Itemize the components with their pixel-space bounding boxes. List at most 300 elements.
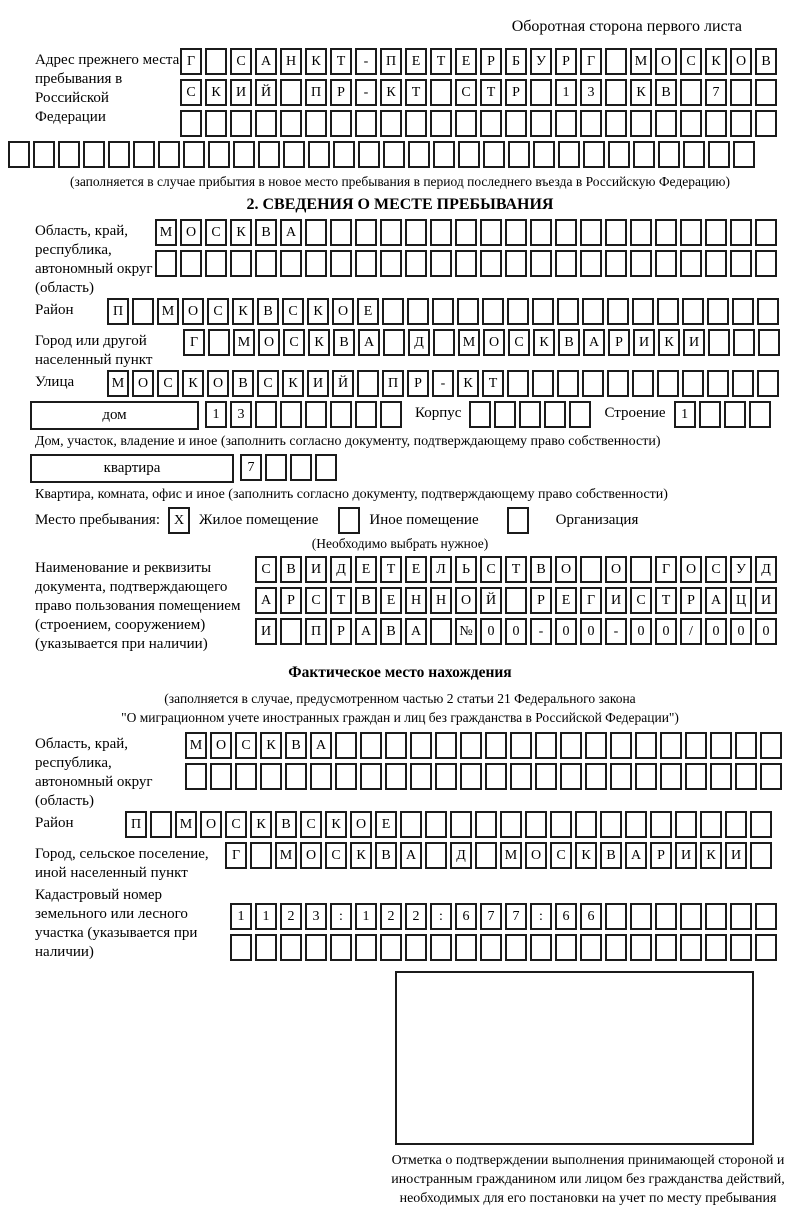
char-cell[interactable] (315, 454, 337, 481)
char-cell[interactable]: М (157, 298, 179, 325)
char-cell[interactable] (605, 48, 627, 75)
char-cell[interactable]: С (300, 811, 322, 838)
char-cell[interactable]: В (280, 556, 302, 583)
char-cell[interactable]: О (132, 370, 154, 397)
char-cell[interactable] (433, 329, 455, 356)
char-cell[interactable]: 2 (405, 903, 427, 930)
char-cell[interactable] (610, 732, 632, 759)
char-cell[interactable] (682, 370, 704, 397)
char-cell[interactable] (625, 811, 647, 838)
char-cell[interactable] (735, 763, 757, 790)
char-cell[interactable] (400, 811, 422, 838)
char-cell[interactable] (605, 250, 627, 277)
char-cell[interactable]: Й (480, 587, 502, 614)
char-cell[interactable] (480, 110, 502, 137)
char-cell[interactable]: Е (455, 48, 477, 75)
char-cell[interactable] (158, 141, 180, 168)
char-cell[interactable]: Е (555, 587, 577, 614)
char-cell[interactable] (630, 250, 652, 277)
char-cell[interactable] (405, 934, 427, 961)
char-cell[interactable] (435, 763, 457, 790)
char-cell[interactable]: В (285, 732, 307, 759)
char-cell[interactable]: - (530, 618, 552, 645)
char-cell[interactable] (507, 298, 529, 325)
char-cell[interactable]: К (305, 48, 327, 75)
char-cell[interactable]: Г (225, 842, 247, 869)
char-cell[interactable] (755, 79, 777, 106)
char-cell[interactable] (230, 110, 252, 137)
char-cell[interactable]: А (583, 329, 605, 356)
char-cell[interactable]: С (230, 48, 252, 75)
char-cell[interactable]: Р (608, 329, 630, 356)
char-cell[interactable]: М (185, 732, 207, 759)
char-cell[interactable] (505, 219, 527, 246)
char-cell[interactable]: П (305, 79, 327, 106)
char-cell[interactable]: 7 (480, 903, 502, 930)
char-cell[interactable] (205, 250, 227, 277)
char-cell[interactable]: Р (555, 48, 577, 75)
char-cell[interactable]: М (155, 219, 177, 246)
char-cell[interactable]: Т (330, 48, 352, 75)
char-cell[interactable] (475, 811, 497, 838)
char-cell[interactable] (550, 811, 572, 838)
char-cell[interactable] (519, 401, 541, 428)
char-cell[interactable] (430, 618, 452, 645)
char-cell[interactable] (357, 370, 379, 397)
char-cell[interactable] (705, 219, 727, 246)
char-cell[interactable] (425, 842, 447, 869)
char-cell[interactable]: 0 (630, 618, 652, 645)
char-cell[interactable]: И (683, 329, 705, 356)
char-cell[interactable]: Т (480, 79, 502, 106)
char-cell[interactable]: П (382, 370, 404, 397)
char-cell[interactable]: 7 (705, 79, 727, 106)
char-cell[interactable] (557, 298, 579, 325)
char-cell[interactable]: 7 (240, 454, 262, 481)
char-cell[interactable] (560, 732, 582, 759)
char-cell[interactable] (455, 250, 477, 277)
char-cell[interactable] (705, 110, 727, 137)
char-cell[interactable]: О (182, 298, 204, 325)
char-cell[interactable]: А (705, 587, 727, 614)
char-cell[interactable]: К (350, 842, 372, 869)
char-cell[interactable]: Р (530, 587, 552, 614)
char-cell[interactable] (480, 250, 502, 277)
char-cell[interactable] (705, 250, 727, 277)
char-cell[interactable]: П (380, 48, 402, 75)
char-cell[interactable]: - (605, 618, 627, 645)
char-cell[interactable]: К (205, 79, 227, 106)
char-cell[interactable]: С (180, 79, 202, 106)
char-cell[interactable] (630, 934, 652, 961)
char-cell[interactable] (532, 370, 554, 397)
char-cell[interactable] (358, 141, 380, 168)
char-cell[interactable]: Е (355, 556, 377, 583)
char-cell[interactable] (360, 763, 382, 790)
char-cell[interactable] (500, 811, 522, 838)
char-cell[interactable] (405, 110, 427, 137)
char-cell[interactable] (733, 329, 755, 356)
char-cell[interactable]: Е (405, 48, 427, 75)
char-cell[interactable]: М (275, 842, 297, 869)
char-cell[interactable] (183, 141, 205, 168)
char-cell[interactable] (760, 763, 782, 790)
char-cell[interactable] (485, 732, 507, 759)
char-cell[interactable]: К (658, 329, 680, 356)
char-cell[interactable] (208, 329, 230, 356)
char-cell[interactable]: 1 (205, 401, 227, 428)
char-cell[interactable] (355, 401, 377, 428)
char-cell[interactable]: С (630, 587, 652, 614)
char-cell[interactable]: А (405, 618, 427, 645)
char-cell[interactable] (555, 219, 577, 246)
char-cell[interactable] (607, 370, 629, 397)
char-cell[interactable]: К (533, 329, 555, 356)
char-cell[interactable] (8, 141, 30, 168)
char-cell[interactable] (544, 401, 566, 428)
char-cell[interactable]: С (282, 298, 304, 325)
char-cell[interactable]: 1 (555, 79, 577, 106)
char-cell[interactable]: 0 (480, 618, 502, 645)
char-cell[interactable] (755, 219, 777, 246)
char-cell[interactable]: С (255, 556, 277, 583)
char-cell[interactable]: С (207, 298, 229, 325)
char-cell[interactable] (505, 587, 527, 614)
char-cell[interactable]: В (355, 587, 377, 614)
char-cell[interactable] (205, 110, 227, 137)
checkbox-inoe[interactable] (338, 507, 363, 534)
char-cell[interactable] (707, 298, 729, 325)
char-cell[interactable] (705, 903, 727, 930)
char-cell[interactable] (749, 401, 771, 428)
char-cell[interactable] (290, 454, 312, 481)
char-cell[interactable]: Р (280, 587, 302, 614)
char-cell[interactable] (682, 298, 704, 325)
char-cell[interactable] (280, 110, 302, 137)
char-cell[interactable] (233, 141, 255, 168)
char-cell[interactable]: 1 (255, 903, 277, 930)
char-cell[interactable] (555, 110, 577, 137)
char-cell[interactable] (585, 763, 607, 790)
char-cell[interactable]: Е (405, 556, 427, 583)
char-cell[interactable]: О (605, 556, 627, 583)
char-cell[interactable] (582, 298, 604, 325)
char-cell[interactable]: Т (380, 556, 402, 583)
char-cell[interactable]: Р (407, 370, 429, 397)
char-cell[interactable] (730, 219, 752, 246)
char-cell[interactable] (455, 934, 477, 961)
char-cell[interactable] (380, 401, 402, 428)
char-cell[interactable]: 1 (230, 903, 252, 930)
char-cell[interactable]: В (232, 370, 254, 397)
char-cell[interactable]: 2 (280, 903, 302, 930)
char-cell[interactable] (610, 763, 632, 790)
char-cell[interactable] (355, 110, 377, 137)
char-cell[interactable] (458, 141, 480, 168)
char-cell[interactable] (632, 370, 654, 397)
char-cell[interactable]: 7 (505, 903, 527, 930)
char-cell[interactable]: С (283, 329, 305, 356)
char-cell[interactable] (755, 934, 777, 961)
char-cell[interactable]: С (305, 587, 327, 614)
char-cell[interactable] (735, 732, 757, 759)
char-cell[interactable]: А (355, 618, 377, 645)
char-cell[interactable]: М (107, 370, 129, 397)
char-cell[interactable]: Р (330, 79, 352, 106)
char-cell[interactable] (150, 811, 172, 838)
char-cell[interactable]: 1 (674, 401, 696, 428)
char-cell[interactable] (580, 250, 602, 277)
char-cell[interactable] (435, 732, 457, 759)
char-cell[interactable]: М (233, 329, 255, 356)
char-cell[interactable] (750, 842, 772, 869)
char-cell[interactable]: Н (280, 48, 302, 75)
char-cell[interactable]: Г (655, 556, 677, 583)
char-cell[interactable] (530, 219, 552, 246)
char-cell[interactable] (425, 811, 447, 838)
char-cell[interactable] (705, 934, 727, 961)
char-cell[interactable] (330, 934, 352, 961)
char-cell[interactable] (430, 250, 452, 277)
char-cell[interactable] (255, 934, 277, 961)
char-cell[interactable] (635, 732, 657, 759)
char-cell[interactable] (755, 903, 777, 930)
char-cell[interactable]: О (200, 811, 222, 838)
char-cell[interactable] (235, 763, 257, 790)
char-cell[interactable]: К (250, 811, 272, 838)
char-cell[interactable] (305, 934, 327, 961)
char-cell[interactable] (755, 110, 777, 137)
char-cell[interactable] (660, 763, 682, 790)
char-cell[interactable] (480, 934, 502, 961)
char-cell[interactable] (482, 298, 504, 325)
char-cell[interactable]: С (705, 556, 727, 583)
char-cell[interactable] (758, 329, 780, 356)
char-cell[interactable] (655, 250, 677, 277)
char-cell[interactable]: О (525, 842, 547, 869)
char-cell[interactable]: Е (357, 298, 379, 325)
char-cell[interactable] (230, 250, 252, 277)
char-cell[interactable] (582, 370, 604, 397)
char-cell[interactable] (210, 763, 232, 790)
char-cell[interactable] (635, 763, 657, 790)
char-cell[interactable] (750, 811, 772, 838)
char-cell[interactable] (508, 141, 530, 168)
char-cell[interactable]: В (375, 842, 397, 869)
char-cell[interactable] (757, 370, 779, 397)
char-cell[interactable]: : (330, 903, 352, 930)
char-cell[interactable]: И (755, 587, 777, 614)
char-cell[interactable]: И (307, 370, 329, 397)
char-cell[interactable] (355, 934, 377, 961)
char-cell[interactable]: К (380, 79, 402, 106)
char-cell[interactable]: Д (330, 556, 352, 583)
char-cell[interactable] (680, 110, 702, 137)
char-cell[interactable] (180, 250, 202, 277)
char-cell[interactable] (258, 141, 280, 168)
char-cell[interactable] (355, 250, 377, 277)
char-cell[interactable] (630, 219, 652, 246)
char-cell[interactable]: В (530, 556, 552, 583)
char-cell[interactable]: Л (430, 556, 452, 583)
char-cell[interactable]: К (700, 842, 722, 869)
char-cell[interactable]: О (483, 329, 505, 356)
char-cell[interactable] (410, 732, 432, 759)
char-cell[interactable]: К (457, 370, 479, 397)
char-cell[interactable] (255, 250, 277, 277)
char-cell[interactable] (607, 298, 629, 325)
char-cell[interactable]: 3 (230, 401, 252, 428)
char-cell[interactable] (580, 934, 602, 961)
char-cell[interactable] (505, 110, 527, 137)
char-cell[interactable] (530, 79, 552, 106)
char-cell[interactable] (507, 370, 529, 397)
char-cell[interactable]: С (680, 48, 702, 75)
char-cell[interactable]: Р (505, 79, 527, 106)
char-cell[interactable] (460, 763, 482, 790)
char-cell[interactable] (280, 618, 302, 645)
char-cell[interactable]: У (730, 556, 752, 583)
char-cell[interactable]: С (205, 219, 227, 246)
char-cell[interactable] (205, 48, 227, 75)
char-cell[interactable]: И (305, 556, 327, 583)
char-cell[interactable]: Ц (730, 587, 752, 614)
char-cell[interactable]: К (705, 48, 727, 75)
char-cell[interactable] (255, 110, 277, 137)
char-cell[interactable]: Д (450, 842, 472, 869)
char-cell[interactable] (630, 110, 652, 137)
char-cell[interactable] (330, 110, 352, 137)
char-cell[interactable] (583, 141, 605, 168)
char-cell[interactable]: Г (180, 48, 202, 75)
char-cell[interactable] (555, 934, 577, 961)
char-cell[interactable] (255, 401, 277, 428)
char-cell[interactable]: И (725, 842, 747, 869)
char-cell[interactable]: : (430, 903, 452, 930)
char-cell[interactable] (680, 903, 702, 930)
char-cell[interactable] (733, 141, 755, 168)
char-cell[interactable] (530, 250, 552, 277)
char-cell[interactable] (585, 732, 607, 759)
char-cell[interactable] (305, 110, 327, 137)
char-cell[interactable] (380, 219, 402, 246)
char-cell[interactable]: В (275, 811, 297, 838)
char-cell[interactable] (710, 763, 732, 790)
char-cell[interactable]: В (255, 219, 277, 246)
char-cell[interactable]: О (207, 370, 229, 397)
char-cell[interactable]: И (675, 842, 697, 869)
char-cell[interactable]: 6 (455, 903, 477, 930)
char-cell[interactable] (380, 250, 402, 277)
char-cell[interactable]: О (350, 811, 372, 838)
char-cell[interactable]: К (307, 298, 329, 325)
char-cell[interactable] (33, 141, 55, 168)
char-cell[interactable] (510, 732, 532, 759)
char-cell[interactable] (407, 298, 429, 325)
char-cell[interactable]: Н (430, 587, 452, 614)
checkbox-organizatsiya[interactable] (507, 507, 532, 534)
char-cell[interactable] (730, 903, 752, 930)
char-cell[interactable] (730, 110, 752, 137)
char-cell[interactable] (385, 763, 407, 790)
char-cell[interactable]: С (550, 842, 572, 869)
char-cell[interactable]: О (555, 556, 577, 583)
char-cell[interactable]: П (107, 298, 129, 325)
char-cell[interactable] (382, 298, 404, 325)
char-cell[interactable] (338, 507, 360, 534)
char-cell[interactable] (580, 219, 602, 246)
char-cell[interactable] (280, 401, 302, 428)
char-cell[interactable] (383, 141, 405, 168)
char-cell[interactable] (405, 250, 427, 277)
char-cell[interactable]: С (325, 842, 347, 869)
char-cell[interactable] (405, 219, 427, 246)
char-cell[interactable] (330, 250, 352, 277)
char-cell[interactable] (430, 110, 452, 137)
char-cell[interactable] (455, 219, 477, 246)
char-cell[interactable]: 3 (305, 903, 327, 930)
char-cell[interactable] (380, 934, 402, 961)
char-cell[interactable]: С (455, 79, 477, 106)
char-cell[interactable] (710, 732, 732, 759)
char-cell[interactable] (632, 298, 654, 325)
char-cell[interactable]: И (633, 329, 655, 356)
char-cell[interactable] (605, 903, 627, 930)
char-cell[interactable]: О (680, 556, 702, 583)
char-cell[interactable] (155, 250, 177, 277)
char-cell[interactable] (657, 298, 679, 325)
char-cell[interactable]: С (235, 732, 257, 759)
char-cell[interactable]: : (530, 903, 552, 930)
char-cell[interactable]: К (630, 79, 652, 106)
char-cell[interactable]: Р (680, 587, 702, 614)
char-cell[interactable]: И (605, 587, 627, 614)
char-cell[interactable]: А (255, 48, 277, 75)
char-cell[interactable] (707, 370, 729, 397)
char-cell[interactable] (432, 298, 454, 325)
char-cell[interactable]: Т (655, 587, 677, 614)
char-cell[interactable]: 2 (380, 903, 402, 930)
char-cell[interactable] (380, 110, 402, 137)
char-cell[interactable] (608, 141, 630, 168)
char-cell[interactable]: В (558, 329, 580, 356)
char-cell[interactable]: Р (650, 842, 672, 869)
char-cell[interactable] (630, 903, 652, 930)
char-cell[interactable]: - (432, 370, 454, 397)
char-cell[interactable]: К (182, 370, 204, 397)
char-cell[interactable] (180, 110, 202, 137)
char-cell[interactable] (285, 763, 307, 790)
char-cell[interactable]: О (258, 329, 280, 356)
char-cell[interactable] (680, 250, 702, 277)
char-cell[interactable] (505, 934, 527, 961)
char-cell[interactable]: П (305, 618, 327, 645)
char-cell[interactable]: Е (375, 811, 397, 838)
char-cell[interactable] (433, 141, 455, 168)
char-cell[interactable]: 1 (355, 903, 377, 930)
char-cell[interactable]: 3 (580, 79, 602, 106)
char-cell[interactable] (475, 842, 497, 869)
char-cell[interactable] (532, 298, 554, 325)
char-cell[interactable] (208, 141, 230, 168)
char-cell[interactable] (650, 811, 672, 838)
char-cell[interactable] (385, 732, 407, 759)
char-cell[interactable] (335, 732, 357, 759)
char-cell[interactable] (600, 811, 622, 838)
char-cell[interactable] (530, 110, 552, 137)
char-cell[interactable] (708, 141, 730, 168)
char-cell[interactable] (755, 250, 777, 277)
